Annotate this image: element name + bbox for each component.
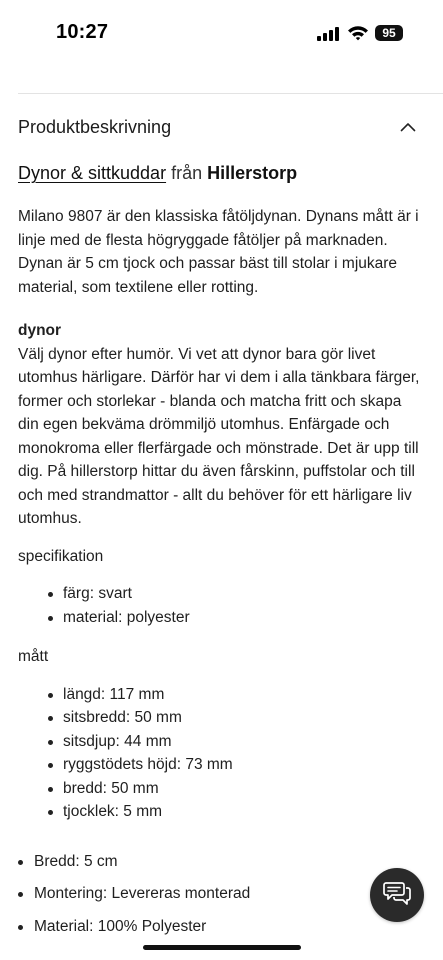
chat-button[interactable] bbox=[370, 868, 424, 922]
status-bar bbox=[0, 0, 443, 70]
list-item: ryggstödets höjd: 73 mm bbox=[48, 753, 423, 777]
section-header-produktbeskrivning[interactable] bbox=[18, 113, 421, 143]
list-item: Bredd: 5 cm bbox=[18, 850, 423, 874]
list-item: sitsbredd: 50 mm bbox=[48, 706, 423, 730]
intro-text: Milano 9807 är den klassiska fåtöljdynan. Dynans mått är i linje med de flesta högryggade fåtöljer på marknaden. Dynan är 5 cm tjock och passar bäst till stolar i mjukare material, som textilene eller rotting. bbox=[18, 208, 419, 296]
wifi-icon bbox=[347, 25, 369, 46]
matt-label: mått bbox=[18, 648, 49, 665]
list-item: Material: 100% Polyester bbox=[18, 915, 423, 939]
brand-name: Hillerstorp bbox=[207, 163, 298, 183]
list-item: längd: 117 mm bbox=[48, 683, 423, 707]
battery-icon: 95 bbox=[375, 25, 403, 41]
list-item: Montering: Levereras monterad bbox=[18, 882, 423, 906]
status-time: 10:27 bbox=[56, 21, 109, 43]
dynor-heading: dynor bbox=[18, 322, 62, 339]
spec-list bbox=[18, 582, 423, 629]
brand-from: från bbox=[171, 163, 203, 183]
section-title: Produktbeskrivning bbox=[18, 117, 172, 137]
brand-line bbox=[18, 160, 423, 186]
product-description bbox=[18, 160, 423, 948]
dynor-text: Välj dynor efter humör. Vi vet att dynor bara gör livet utomhus härligare. Därför har vi dem i alla tänkbara färger, former och storlekar - blanda och matcha fritt och skapa din egen bekväma drömmiljö utomhus. Enfärgade och monokroma eller flerfärgade och mönstrade. Det är upp till dig. På hillerstorp hittar du även fårskinn, puffstolar och till och med strandmattor - allt du behöver för ett härligare liv utomhus. bbox=[18, 345, 420, 527]
divider bbox=[18, 93, 443, 94]
chevron-up-icon[interactable] bbox=[395, 113, 421, 141]
signal-icon bbox=[317, 27, 341, 46]
list-item: bredd: 50 mm bbox=[48, 777, 423, 801]
attribute-list bbox=[18, 850, 423, 939]
matt-list bbox=[18, 683, 423, 824]
spec-label: specifikation bbox=[18, 547, 104, 565]
list-item: sitsdjup: 44 mm bbox=[48, 730, 423, 754]
chat-bubble-icon bbox=[383, 880, 411, 911]
list-item: tjocklek: 5 mm bbox=[48, 800, 423, 824]
list-item: material: polyester bbox=[48, 606, 423, 630]
category-link[interactable]: Dynor & sittkuddar bbox=[18, 163, 167, 183]
list-item: färg: svart bbox=[48, 582, 423, 606]
home-indicator bbox=[143, 945, 301, 950]
